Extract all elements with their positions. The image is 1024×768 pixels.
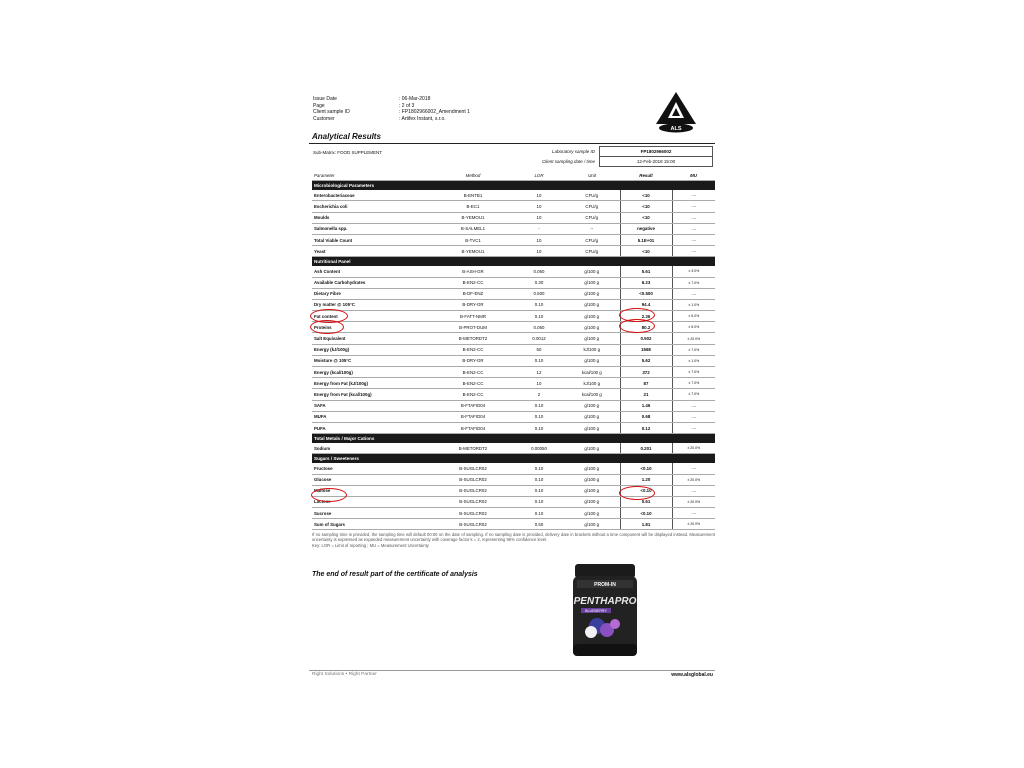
cell-result: 80.2	[620, 322, 672, 333]
cell-method: B-DRY-GR	[432, 299, 514, 310]
cell-parameter: Available Carbohydrates	[312, 277, 432, 288]
sampling-date-label: Client sampling date / time	[541, 158, 595, 164]
table-row	[312, 246, 715, 257]
cell-lor: 0.10	[514, 463, 564, 474]
cell-result: negative	[620, 223, 672, 234]
cell-mu: ± 1.0%	[672, 355, 715, 366]
cell-method: B-EN2-CC	[432, 277, 514, 288]
title-divider	[309, 143, 715, 144]
end-of-results-text: The end of result part of the certificate of analysis	[312, 571, 478, 578]
cell-lor: 2	[514, 389, 564, 400]
cell-parameter: Moisture @ 105°C	[312, 355, 432, 366]
cell-lor: 0.500	[514, 288, 564, 299]
cell-method: B-DRY-GR	[432, 355, 514, 366]
cell-parameter: Salt Equivalent	[312, 333, 432, 344]
cell-method: B-METORDT2	[432, 443, 514, 454]
cell-method: B-SALMEL1	[432, 223, 514, 234]
cell-result: <10	[620, 246, 672, 257]
cell-unit: g/100 g	[564, 311, 620, 322]
cell-lor: 0.50	[514, 519, 564, 530]
cell-result: 2.36	[620, 311, 672, 322]
cell-lor: 0.0012	[514, 333, 564, 344]
table-row	[312, 333, 715, 344]
col-unit: Unit	[564, 170, 620, 181]
cell-method: B-ENTB1	[432, 190, 514, 201]
cell-mu: ± 20.0%	[672, 519, 715, 530]
cell-parameter: Sum of Sugars	[312, 519, 432, 530]
cell-result: 0.201	[620, 443, 672, 454]
product-tub-image	[567, 560, 643, 662]
cell-unit: g/100 g	[564, 411, 620, 422]
cell-lor: 50	[514, 344, 564, 355]
cell-lor: 0.10	[514, 400, 564, 411]
annotation-circle-proteins	[310, 320, 344, 334]
cell-unit: CFU/g	[564, 234, 620, 245]
footer-tagline: Right Solutions • Right Partner	[312, 672, 377, 677]
cell-lor: 10	[514, 190, 564, 201]
meta-label: Customer	[313, 115, 335, 122]
cell-mu: ± 7.0%	[672, 367, 715, 378]
col-lor: LOR	[514, 170, 564, 181]
table-row	[312, 223, 715, 234]
cell-unit: CFU/g	[564, 246, 620, 257]
cell-mu: ----	[672, 463, 715, 474]
meta-row	[313, 103, 470, 110]
cell-result: 1.20	[620, 474, 672, 485]
cell-mu: ----	[672, 201, 715, 212]
cell-unit: CFU/g	[564, 201, 620, 212]
cell-parameter: Fat content	[312, 311, 432, 322]
table-row	[312, 299, 715, 310]
cell-unit: g/100 g	[564, 299, 620, 310]
cell-method: B-FTAFID04	[432, 400, 514, 411]
cell-method: B-SUGLCR02	[432, 474, 514, 485]
cell-unit: kcal/100 g	[564, 389, 620, 400]
cell-parameter: Sucrose	[312, 508, 432, 519]
table-row	[312, 474, 715, 485]
cell-parameter: Energy (kcal/100g)	[312, 367, 432, 378]
cell-unit: g/100 g	[564, 485, 620, 496]
cell-method: B-FTAFID04	[432, 411, 514, 422]
meta-row	[313, 96, 470, 103]
cell-lor: 0.060	[514, 266, 564, 277]
cell-unit: g/100 g	[564, 508, 620, 519]
product-flavor: BLUEBERRY	[585, 609, 607, 613]
cell-result: 0.68	[620, 411, 672, 422]
table-row	[312, 212, 715, 223]
submatrix: Sub-Matrix: FOOD SUPPLEMENT	[313, 150, 383, 155]
meta-value: : Artifex Instant, s.r.o.	[399, 115, 446, 122]
cell-lor: 0.30	[514, 277, 564, 288]
table-row	[312, 411, 715, 422]
cell-mu: ----	[672, 190, 715, 201]
table-row	[312, 344, 715, 355]
als-logo	[652, 90, 700, 134]
table-row	[312, 201, 715, 212]
cell-unit: g/100 g	[564, 496, 620, 507]
section-title: Analytical Results	[312, 132, 381, 141]
cell-result: 0.12	[620, 422, 672, 433]
cell-mu: ----	[672, 212, 715, 223]
cell-lor: 0.10	[514, 485, 564, 496]
cell-method: B-EN2-CC	[432, 367, 514, 378]
cell-unit: g/100 g	[564, 266, 620, 277]
cell-result: <0.10	[620, 508, 672, 519]
cell-result: <0.500	[620, 288, 672, 299]
cell-result: <0.10	[620, 485, 672, 496]
cell-result: 94.4	[620, 299, 672, 310]
cell-mu: ----	[672, 508, 715, 519]
cell-lor: 0.10	[514, 508, 564, 519]
cell-parameter: SAFA	[312, 400, 432, 411]
col-method: Method	[432, 170, 514, 181]
annotation-circle-lactose	[311, 488, 347, 502]
cell-parameter: Maltose	[312, 485, 432, 496]
meta-value: : 2 of 3	[399, 102, 415, 109]
cell-unit: CFU/g	[564, 212, 620, 223]
cell-result: 87	[620, 378, 672, 389]
cell-parameter: Energy from Fat (kcal/100g)	[312, 389, 432, 400]
cell-unit: CFU/g	[564, 190, 620, 201]
cell-result: 1.81	[620, 519, 672, 530]
cell-unit: g/100 g	[564, 288, 620, 299]
cell-parameter: Ash Content	[312, 266, 432, 277]
cell-parameter: Total Viable Count	[312, 234, 432, 245]
cell-mu: ----	[672, 223, 715, 234]
cell-method: B-YEMOU1	[432, 212, 514, 223]
cell-lor: 10	[514, 246, 564, 257]
group-label: Nutritional Panel	[312, 257, 715, 267]
cell-method: B-SUGLCR02	[432, 508, 514, 519]
table-row	[312, 389, 715, 400]
cell-lor: 10	[514, 212, 564, 223]
cell-result: 5.61	[620, 266, 672, 277]
table-row	[312, 288, 715, 299]
lab-sample-box	[495, 146, 715, 166]
cell-unit: g/100 g	[564, 463, 620, 474]
cell-parameter: Fructose	[312, 463, 432, 474]
table-row	[312, 378, 715, 389]
cell-result: 1.46	[620, 400, 672, 411]
table-row	[312, 234, 715, 245]
group-label: Sugars / Sweeteners	[312, 454, 715, 464]
cell-method: B-TVC1	[432, 234, 514, 245]
table-row	[312, 463, 715, 474]
cell-mu: ± 7.0%	[672, 277, 715, 288]
group-label: Microbiological Parameters	[312, 181, 715, 191]
cell-lor: 0.10	[514, 474, 564, 485]
product-name: PENTHAPRO	[573, 596, 637, 607]
footnote-text: If no sampling time is provided, the sampling time will default 00:00 on the date of sampling. If no sampling date is provided, delivery date in brackets without a time component will be displayed instead. Measurement uncertainty is expressed as expanded measurement uncertainty with coverage factor k = 2, representing 95% confidence level.	[312, 532, 715, 543]
cell-method: B-EN2-CC	[432, 378, 514, 389]
cell-lor: 0.10	[514, 311, 564, 322]
col-mu: MU	[672, 170, 715, 181]
cell-result: 5.1E+01	[620, 234, 672, 245]
cell-result: <0.10	[620, 463, 672, 474]
cell-mu: ----	[672, 246, 715, 257]
cell-method: B-EC1	[432, 201, 514, 212]
cell-method: B-ASH-GR	[432, 266, 514, 277]
footer-divider	[309, 670, 715, 671]
cell-result: <10	[620, 201, 672, 212]
cell-parameter: Energy (kJ/100g)	[312, 344, 432, 355]
table-row	[312, 355, 715, 366]
col-parameter: Parameter	[312, 170, 432, 181]
cell-unit: g/100 g	[564, 355, 620, 366]
cell-result: <10	[620, 190, 672, 201]
group-row	[312, 257, 715, 267]
cell-mu: ± 7.0%	[672, 378, 715, 389]
cell-method: B-YEMOU1	[432, 246, 514, 257]
cell-result: 5.62	[620, 355, 672, 366]
cell-result: 0.502	[620, 333, 672, 344]
cell-result: 6.23	[620, 277, 672, 288]
cell-method: B-PROT-DUM	[432, 322, 514, 333]
cell-lor: 0.00050	[514, 443, 564, 454]
cell-result: 372	[620, 367, 672, 378]
cell-method: B-SUGLCR02	[432, 463, 514, 474]
cell-lor: 0.10	[514, 496, 564, 507]
cell-parameter: PUFA	[312, 422, 432, 433]
cell-lor: 0.10	[514, 422, 564, 433]
table-row	[312, 496, 715, 507]
header-meta	[313, 96, 470, 122]
cell-mu: ± 5.0%	[672, 311, 715, 322]
cell-method: B-DF-ENZ	[432, 288, 514, 299]
table-header	[312, 170, 715, 181]
cell-mu: ----	[672, 411, 715, 422]
cell-parameter: Proteins	[312, 322, 432, 333]
cell-lor: -	[514, 223, 564, 234]
cell-result: 21	[620, 389, 672, 400]
group-row	[312, 181, 715, 191]
cell-method: B-SUGLCR02	[432, 485, 514, 496]
cell-result: 1568	[620, 344, 672, 355]
cell-mu: ----	[672, 234, 715, 245]
certificate-page	[309, 90, 715, 682]
cell-mu: ----	[672, 422, 715, 433]
cell-unit: kJ/100 g	[564, 344, 620, 355]
cell-parameter: Dietary Fibre	[312, 288, 432, 299]
cell-parameter: Moulds	[312, 212, 432, 223]
cell-mu: ± 20.0%	[672, 333, 715, 344]
cell-parameter: Dry matter @ 105°C	[312, 299, 432, 310]
lab-sample-value: FP1802966002	[599, 146, 713, 157]
cell-mu: ----	[672, 400, 715, 411]
annotation-circle-lactose-result	[619, 486, 655, 500]
table-row	[312, 190, 715, 201]
table-row	[312, 519, 715, 530]
cell-lor: 0.060	[514, 322, 564, 333]
cell-mu: ± 20.0%	[672, 496, 715, 507]
cell-mu: ± 5.0%	[672, 322, 715, 333]
cell-unit: g/100 g	[564, 277, 620, 288]
cell-mu: ± 1.0%	[672, 299, 715, 310]
table-row	[312, 367, 715, 378]
cell-parameter: Salmonella spp.	[312, 223, 432, 234]
cell-unit: g/100 g	[564, 333, 620, 344]
cell-method: B-FTAFID04	[432, 422, 514, 433]
table-row	[312, 400, 715, 411]
annotation-circle-protein-result	[619, 319, 655, 333]
cell-unit: g/100 g	[564, 443, 620, 454]
table-row	[312, 508, 715, 519]
cell-unit: --	[564, 223, 620, 234]
cell-unit: g/100 g	[564, 474, 620, 485]
cell-lor: 10	[514, 378, 564, 389]
cell-method: B-FATT-NMR	[432, 311, 514, 322]
cell-parameter: Lactose	[312, 496, 432, 507]
group-row	[312, 434, 715, 444]
meta-label: Page	[313, 102, 325, 109]
meta-row	[313, 109, 470, 116]
meta-row	[313, 116, 470, 123]
cell-unit: g/100 g	[564, 400, 620, 411]
cell-parameter: Sodium	[312, 443, 432, 454]
cell-lor: 0.10	[514, 299, 564, 310]
cell-parameter: Escherichia coli	[312, 201, 432, 212]
cell-unit: g/100 g	[564, 422, 620, 433]
table-row	[312, 266, 715, 277]
cell-method: B-METORDT2	[432, 333, 514, 344]
cell-method: B-SUGLCR02	[432, 519, 514, 530]
cell-unit: kcal/100 g	[564, 367, 620, 378]
cell-mu: ----	[672, 485, 715, 496]
cell-parameter: Enterobacteriaceae	[312, 190, 432, 201]
table-row	[312, 422, 715, 433]
col-result: Result	[620, 170, 672, 181]
group-row	[312, 454, 715, 464]
logo-text: ALS	[670, 126, 682, 132]
cell-lor: 12	[514, 367, 564, 378]
cell-result: <10	[620, 212, 672, 223]
table-row	[312, 443, 715, 454]
meta-value: : FP1802966002_Amendment 1	[399, 109, 470, 116]
cell-lor: 10	[514, 201, 564, 212]
cell-mu: ± 7.0%	[672, 344, 715, 355]
cell-lor: 0.10	[514, 355, 564, 366]
cell-mu: ----	[672, 288, 715, 299]
cell-parameter: Yeast	[312, 246, 432, 257]
results-table	[312, 170, 715, 530]
cell-lor: 0.10	[514, 411, 564, 422]
footer-website: www.alsglobal.eu	[671, 672, 713, 678]
product-brand: PROM-IN	[594, 582, 616, 588]
meta-label: Client sample ID	[313, 109, 350, 116]
footnote-key: Key: LOR = Limit of reporting ; MU = Measurement Uncertainty	[312, 542, 429, 548]
cell-result: 0.61	[620, 496, 672, 507]
cell-method: B-EN2-CC	[432, 389, 514, 400]
cell-method: B-SUGLCR02	[432, 496, 514, 507]
cell-parameter: MUFA	[312, 411, 432, 422]
sampling-date-value: 12-Feb-2018 15:00	[599, 156, 713, 167]
cell-lor: 10	[514, 234, 564, 245]
footnote	[312, 532, 715, 548]
cell-parameter: Glucose	[312, 474, 432, 485]
meta-value: : 06-Mar-2018	[399, 96, 431, 102]
cell-mu: ± 20.0%	[672, 443, 715, 454]
lab-sample-label: Laboratory sample ID	[551, 148, 595, 154]
cell-method: B-EN2-CC	[432, 344, 514, 355]
cell-mu: ± 7.0%	[672, 389, 715, 400]
cell-unit: kJ/100 g	[564, 378, 620, 389]
group-label: Total Metals / Major Cations	[312, 434, 715, 444]
cell-mu: ± 3.0%	[672, 266, 715, 277]
cell-parameter: Energy from Fat (kJ/100g)	[312, 378, 432, 389]
cell-unit: g/100 g	[564, 322, 620, 333]
meta-label: Issue Date	[313, 96, 337, 102]
table-row	[312, 277, 715, 288]
cell-mu: ± 20.0%	[672, 474, 715, 485]
cell-unit: g/100 g	[564, 519, 620, 530]
